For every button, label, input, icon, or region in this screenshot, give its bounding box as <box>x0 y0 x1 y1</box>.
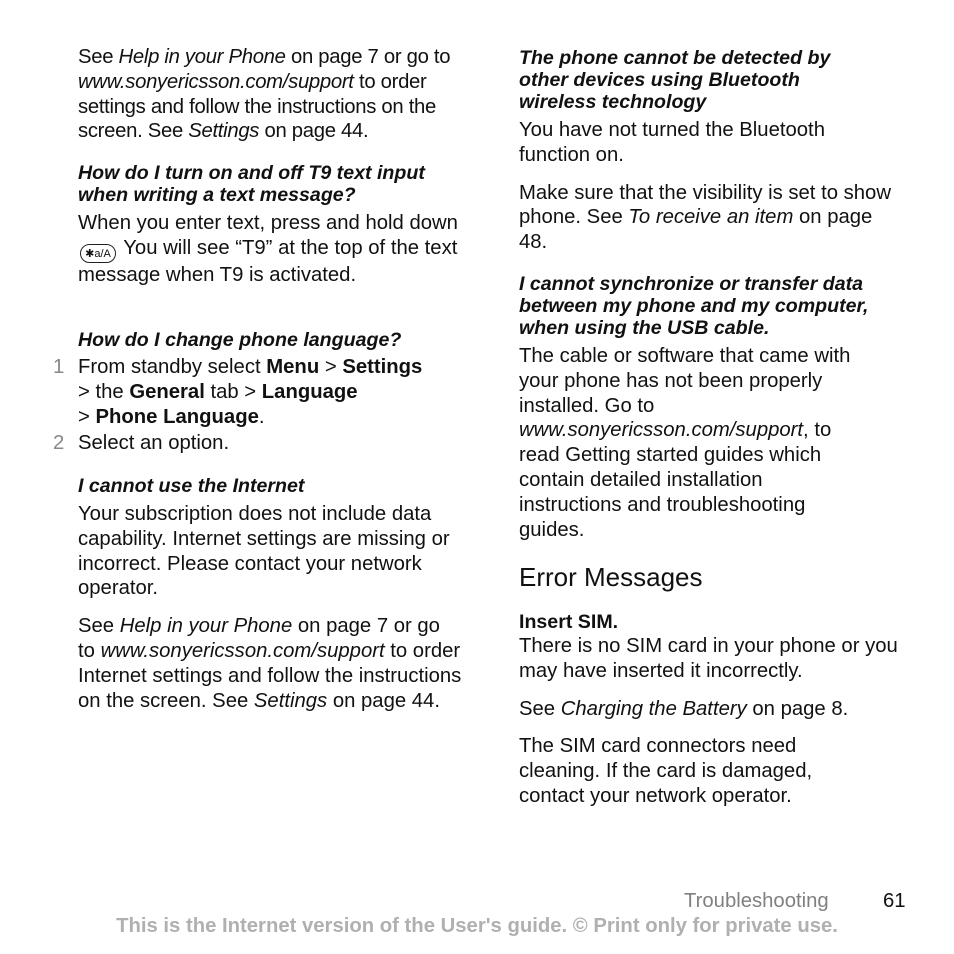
text: tab > <box>204 380 262 403</box>
footer-section-title: Troubleshooting <box>684 890 829 912</box>
text: to order settings and follow the instructions on the screen. See <box>78 70 437 143</box>
step-1 <box>53 355 462 429</box>
t9-heading: How do I turn on and off T9 text input when writing a text message? <box>78 162 425 206</box>
support-url: www.sonyericsson.com/support <box>100 639 385 662</box>
link-to-receive-an-item: To receive an item <box>628 206 794 229</box>
text: to order Internet settings and follow the instructions on the screen. See <box>78 639 462 712</box>
bluetooth-heading: The phone cannot be detected by other devices using Bluetooth wireless technology <box>519 47 831 113</box>
text: on page 48. <box>519 206 873 254</box>
link-charging-the-battery: Charging the Battery <box>560 697 747 720</box>
step-number: 2 <box>53 432 65 455</box>
bluetooth-section <box>519 47 899 255</box>
bluetooth-paragraph-1: You have not turned the Bluetooth function on. <box>519 119 825 166</box>
language-heading: How do I change phone language? <box>78 329 402 351</box>
link-help-in-your-phone: Help in your Phone <box>118 46 286 68</box>
text: See <box>78 615 120 638</box>
text: > <box>78 405 96 428</box>
page-number: 61 <box>883 890 906 912</box>
text: You will see “T9” at the top of the text message when T9 is activated. <box>78 236 458 286</box>
bluetooth-paragraph-2 <box>519 181 899 255</box>
step-2 <box>53 431 462 456</box>
internet-paragraph-1: Your subscription does not include data capability. Internet settings are missing or incorrect. Please contact your network operator. <box>78 503 450 600</box>
internet-heading: I cannot use the Internet <box>78 475 305 497</box>
link-settings: Settings <box>188 120 260 143</box>
insert-sim-paragraph-2 <box>519 697 899 722</box>
text: See <box>78 46 119 68</box>
support-url: www.sonyericsson.com/support <box>78 70 354 93</box>
phone-language-label: Phone Language <box>95 405 259 428</box>
text: The cable or software that came with your phone has not been properly installed. Go to <box>519 345 851 417</box>
error-messages-title: Error Messages <box>519 562 703 592</box>
settings-label: Settings <box>342 356 423 378</box>
language-section <box>53 329 462 456</box>
general-label: General <box>129 380 205 403</box>
insert-sim-paragraph-1: There is no SIM card in your phone or you may have inserted it incorrectly. <box>519 635 898 682</box>
t9-section <box>78 162 462 288</box>
text: on page 8. <box>746 697 849 720</box>
star-key-icon: ✱a/A <box>80 244 116 263</box>
text: on page 7 or go to <box>285 46 451 68</box>
text: When you enter text, press and hold down <box>78 212 458 234</box>
step-text: Select an option. <box>78 432 230 455</box>
support-url: www.sonyericsson.com/support <box>519 419 804 442</box>
insert-sim-heading: Insert SIM. <box>519 611 619 633</box>
link-help-in-your-phone: Help in your Phone <box>119 615 293 638</box>
text: on page 44. <box>327 689 440 712</box>
text: Make sure that the visibility is set to show phone. See <box>519 181 891 229</box>
sync-section <box>519 273 899 542</box>
intro-paragraph <box>78 45 462 144</box>
sync-heading: I cannot synchronize or transfer data between my phone and my computer, when using the USB cable. <box>519 273 869 339</box>
link-settings: Settings <box>253 689 328 712</box>
step-number: 1 <box>53 356 65 378</box>
sync-paragraph <box>519 344 859 542</box>
insert-sim-paragraph-3: The SIM card connectors need cleaning. If the card is damaged, contact your network operator. <box>519 735 813 807</box>
text: on page 7 or go to <box>78 615 440 662</box>
language-label: Language <box>261 380 358 403</box>
text: > the <box>78 380 130 403</box>
text: . <box>258 405 265 428</box>
internet-paragraph-2 <box>78 614 462 713</box>
text: See <box>519 697 561 720</box>
text: > <box>319 356 343 378</box>
text: From standby select <box>78 356 267 378</box>
internet-version-notice: This is the Internet version of the User's guide. © Print only for private use. <box>116 915 838 937</box>
text: on page 44. <box>259 120 369 143</box>
text: , to read Getting started guides which contain detailed installation instructions and troubleshooting guides. <box>519 419 832 541</box>
internet-section <box>78 475 462 713</box>
error-messages-section <box>519 562 899 809</box>
menu-label: Menu <box>266 356 320 378</box>
